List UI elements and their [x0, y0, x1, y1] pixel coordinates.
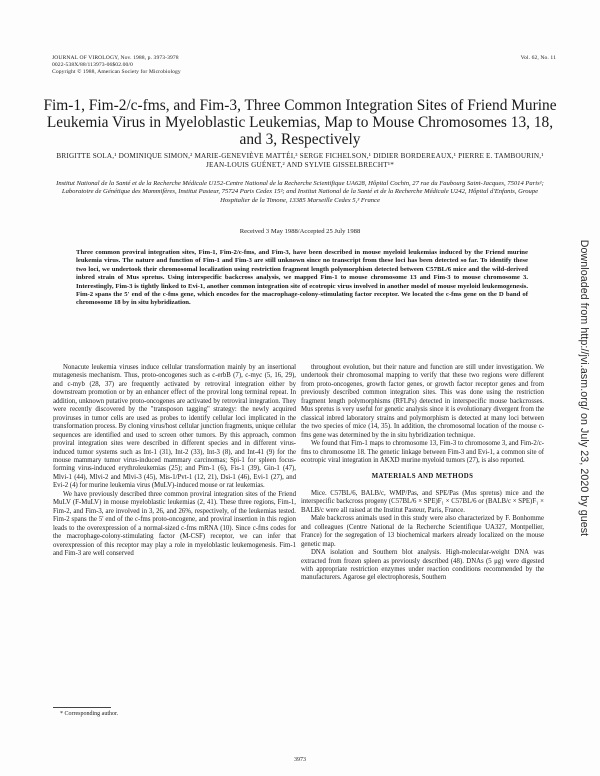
author-list: BRIGITTE SOLA,¹ DOMINIQUE SIMON,² MARIE-GENEVIÈVE MATTÉI,³ SERGE FICHELSON,¹ DIDIER BORDEREAUX,¹ PIERRE E. TAMBOURIN,¹ JEAN-LOUIS GUÉNET,² AND SYLVIE GISSELBRECHT¹*	[56, 152, 544, 169]
body-paragraph: throughout evolution, but their nature and function are still under investigation. We undertook their chromosomal mapping to verify that these two regions were different from proto-oncogenes, growth factor genes, or growth factor receptor genes and from previously described common integration sites. This was done using the restriction fragment length polymorphisms (RFLPs) detected in interspecific mouse backcrosses. Mus spretus is very useful for genetic analysis since it is evolutionary divergent from the classical inbred laboratory strains and polymorphism is detected at many loci between the two species of mice (14, 35). In addition, the chromosomal location of the mouse c-fms gene was determined by the in situ hybridization technique.	[301, 364, 544, 439]
section-heading: MATERIALS AND METHODS	[371, 473, 474, 481]
footnote-divider	[53, 707, 111, 708]
volume-issue: Vol. 62, No. 11	[520, 55, 556, 61]
body-paragraph: We found that Fim-1 maps to chromosome 13, Fim-3 to chromosome 3, and Fim-2/c-fms to chromosome 18. The genetic linkage between Fim-3 and Evi-1, a common site of ecotropic viral integration in AKXD murine myeloid tumors (27), is also reported.	[301, 440, 544, 464]
journal-header	[52, 55, 372, 76]
download-watermark-text: Downloaded from http://jvi.asm.org/ on July 23, 2020 by guest	[578, 239, 590, 537]
footnote: * Corresponding author.	[60, 711, 119, 717]
right-column	[301, 364, 544, 583]
body-paragraph: Male backcross animals used in this study were also characterized by F. Bonhomme and colleagues (Centre National de la Recherche Scientifique UA327, Montpellier, France) for the segregation of 13 biochemical markers already localized on the mouse genetic map.	[301, 515, 544, 548]
page-number: 3973	[294, 757, 306, 763]
body-paragraph: DNA isolation and Southern blot analysis. High-molecular-weight DNA was extracted from frozen spleen as previously described (48). DNAs (5 μg) were digested with appropriate restriction enzymes under reaction conditions recommended by the manufacturers. Agarose gel electrophoresis, Southern	[301, 549, 544, 582]
left-column	[53, 364, 296, 558]
abstract: Three common proviral integration sites, Fim-1, Fim-2/c-fms, and Fim-3, have been described in mouse myeloid leukemias induced by the Friend murine leukemia virus. The nature and function of Fim-1 and Fim-3 are still unknown since no transcript from these loci has been detected so far. To identify these two loci, we undertook their chromosomal localization using restriction fragment length polymorphism detected between C57BL/6 mice and the wild-derived inbred strain of Mus spretus. Using interspecific backcross analysis, we mapped Fim-1 to mouse chromosome 13 and Fim-3 to mouse chromosome 3. Interestingly, Fim-3 is tightly linked to Evi-1, another common integration site of ecotropic virus involved in another model of mouse myeloid leukemogenesis. Fim-2 spans the 5' end of the c-fms gene, which encodes for the macrophage-colony-stimulating factor receptor. We located the c-fms gene on the D band of chromosome 18 by in situ hybridization.	[76, 249, 528, 307]
body-paragraph: Mice. C57BL/6, BALB/c, WMP/Pas, and SPE/Pas (Mus spretus) mice and the interspecific backcross progeny (C57BL/6 × SPE)F₁ × C57BL/6 or (BALB/c × SPE)F₁ × BALB/c were all raised at the Institut Pasteur, Paris, France.	[301, 489, 544, 514]
received-dates: Received 3 May 1988/Accepted 25 July 1988	[239, 228, 361, 235]
affiliations: Institut National de la Santé et de la Recherche Médicale U152-Centre National de la Recherche Scientifique UA628, Hôpital Cochin, 27 rue du Faubourg Saint-Jacques, 75014 Paris¹; Laboratoire de Génétique des Mammifères, Institut Pasteur, 75724 Paris Cedex 15²; and Institut National de la Santé et de la Recherche Médicale U242, Hôpital d'Enfants, Groupe Hospitalier de la Timone, 13385 Marseille Cedex 5,³ France	[56, 180, 544, 204]
article-title: Fim-1, Fim-2/c-fms, and Fim-3, Three Common Integration Sites of Friend Murine Leukemia Virus in Myeloblastic Leukemias, Map to Mouse Chromosomes 13, 18, and 3, Respectively	[43, 97, 557, 149]
issn-line: 0022-538X/88/113973-06$02.00/0	[52, 62, 133, 68]
journal-citation: JOURNAL OF VIROLOGY, Nov. 1988, p. 3973-3978	[52, 55, 179, 61]
copyright-line: Copyright © 1988, American Society for Microbiology	[52, 69, 181, 75]
body-paragraph: We have previously described three common proviral integration sites of the Friend MuLV (F-MuLV) in mouse myeloblastic leukemias (2, 41). These three regions, Fim-1, Fim-2, and Fim-3, are involved in 3, 26, and 26%, respectively, of the leukemias tested. Fim-2 spans the 5' end of the c-fms proto-oncogene, and proviral insertion in this region leads to the overexpression of a normal-sized c-fms mRNA (10). Since c-fms codes for the macrophage-colony-stimulating factor (M-CSF) receptor, we can infer that overexpression of this receptor may play a role in myeloblastic leukemogenesis. Fim-1 and Fim-3 are well conserved	[53, 490, 296, 557]
body-paragraph: Nonacute leukemia viruses induce cellular transformation mainly by an insertional mutagenesis mechanism. Thus, proto-oncogenes such as c-erbB (7), c-myc (5, 16, 29), and c-myb (28, 37) are frequently activated by retroviral integration either by downstream promotion or by an enhancer effect of the proviral long terminal repeat. In addition, unknown putative proto-oncogenes are activated by retroviral integration. They were recently discovered by the "transposon tagging" strategy: the newly acquired proviruses in tumor cells are used as probes to identify cellular loci implicated in the transformation process. By cloning virus/host cellular junction fragments, unique cellular sequences are identified and used to screen other tumors. By this approach, common proviral integration sites were described in different species and in different virus-induced tumor systems such as Int-1 (31), Int-2 (33), Int-3 (8), and Int-41 (9) for the mouse mammary tumor virus-induced mammary carcinomas; Spi-1 for spleen focus-forming virus-induced erythroleukemias (25); and Pim-1 (6), Fis-1 (39), Gin-1 (47), Mlvi-1 (44), Mlvi-2 and Mlvi-3 (45), Mis-1/Pvt-1 (12, 21), Dsi-1 (46), Evi-1 (27), and Evi-2 (4) for murine leukemia virus (MuLV)-induced mouse or rat leukemias.	[53, 364, 296, 490]
